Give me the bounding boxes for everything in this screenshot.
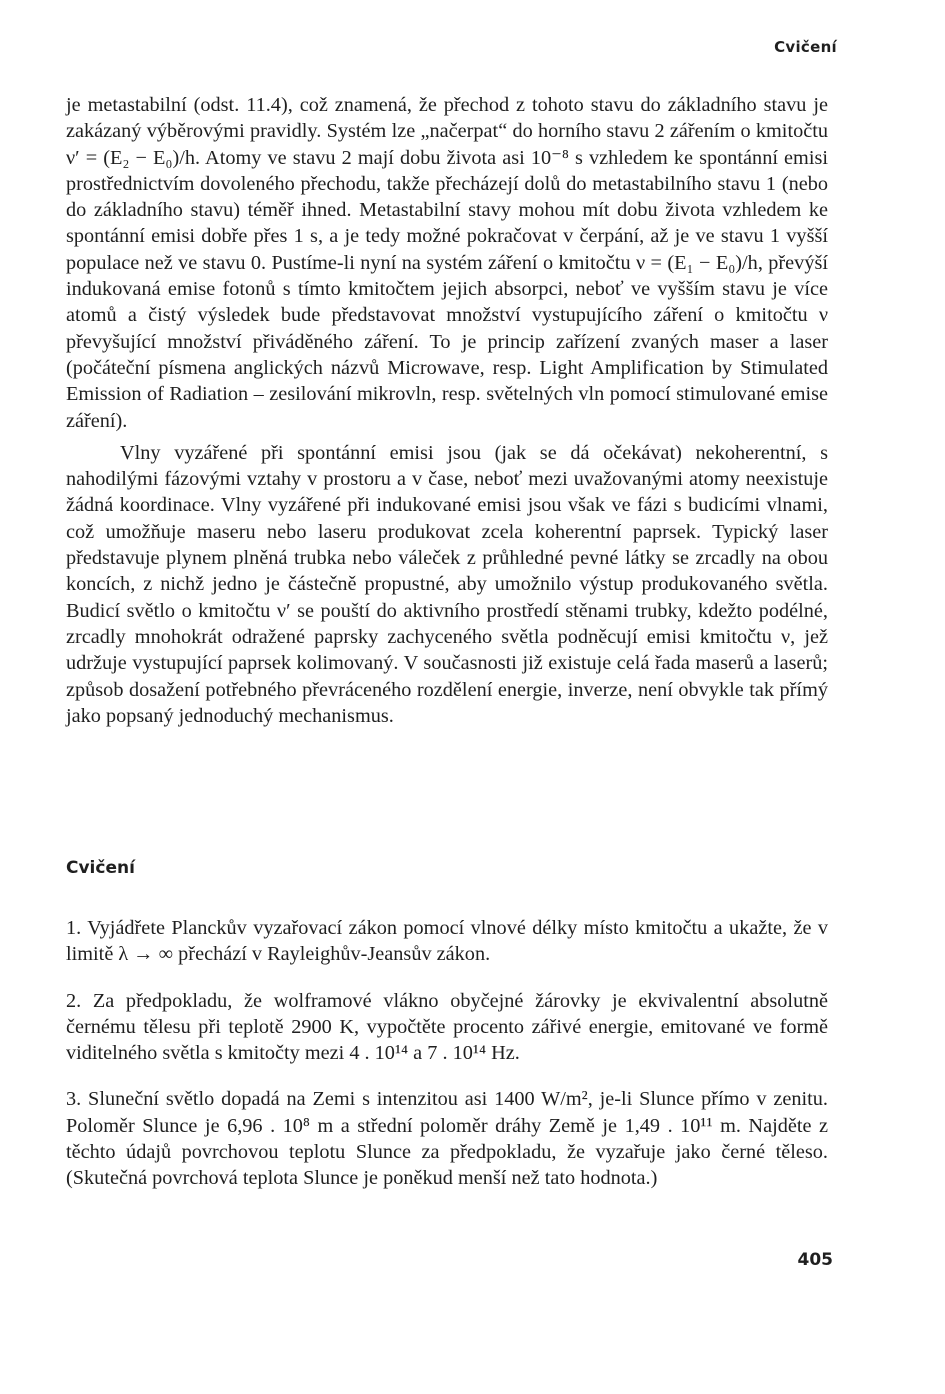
section-heading: Cvičení [66,858,135,878]
exercise-2: 2. Za předpokladu, že wolframové vlákno obyčejné žárovky je ekvivalentní absolutně černému tělesu při teplotě 2900 K, vypočtěte procento zářivé energie, emitované ve formě viditelného světla s kmitočty mezi 4 . 10¹⁴ a 7 . 10¹⁴ Hz. [66,989,828,1065]
exercise-3: 3. Sluneční světlo dopadá na Zemi s intenzitou asi 1400 W/m², je-li Slunce přímo v zenitu. Poloměr Slunce je 6,96 . 10⁸ m a střední poloměr dráhy Země je 1,49 . 10¹¹ m. Najděte z těchto údajů povrchovou teplotu Slunce za předpokladu, že vyzařuje jako černé těleso. (Skutečná povrchová teplota Slunce je poněkud menší než tato hodnota.) [66,1088,828,1190]
running-header: Cvičení [774,38,837,56]
paragraph-1: je metastabilní (odst. 11.4), což znamená, že přechod z tohoto stavu do základního stavu je zakázaný výběrovými pravidly. Systém lze „načerpat“ do horního stavu 2 zářením o kmitočtu ν′ = (E₂ − E₀)/h. Atomy ve stavu 2 mají dobu života asi 10⁻⁸ s vzhledem ke spontánní emisi prostřednictvím dovoleného přechodu, takže přecházejí dolů do metastabilního stavu 1 (nebo do základního stavu) téměř ihned. Metastabilní stavy mohou mít dobu života vzhledem ke spontánní emisi dobře přes 1 s, a je tedy možné pokračovat v čerpání, až je ve stavu 1 vyšší populace než ve stavu 0. Pustíme-li nyní na systém záření o kmitočtu ν = (E₁ − E₀)/h, převýší indukovaná emise fotonů s tímto kmitočtem jejich absorpci, neboť ve vyšším stavu je více atomů a čistý výsledek bude představovat množství vystupujícího záření o kmitočtu ν převyšující množství přiváděného záření. To je princip zařízení zvaných maser a laser (počáteční písmena anglických názvů Microwave, resp. Light Amplification by Stimulated Emission of Radiation – zesilování mikrovln, resp. světelných vln pomocí stimulované emise záření). [66,94,828,432]
paragraph-2: Vlny vyzářené při spontánní emisi jsou (jak se dá očekávat) nekoherentní, s nahodilými fázovými vztahy v prostoru a v čase, neboť mezi uvažovanými atomy neexistuje žádná koordinace. Vlny vyzářené při indukované emisi jsou však ve fázi s budicími vlnami, což umožňuje maseru nebo laseru produkovat zcela koherentní paprsek. Typický laser představuje plynem plněná trubka nebo váleček z průhledné pevné látky se zrcadly na obou koncích, z nichž jedno je částečně propustné, aby umožnilo výstup produkovaného světla. Budicí světlo o kmitočtu ν′ se pouští do aktivního prostředí stěnami trubky, kdežto podélné, zrcadly mnohokrát odražené paprsky zachyceného světla podněcují emisi kmitočtu ν, jež udržuje vystupující paprsek kolimovaný. V současnosti již existuje celá řada maserů a laserů; způsob dosažení potřebného převráceného rozdělení energie, inverze, není obvykle tak přímý jako popsaný jednoduchý mechanismus. [66,441,828,727]
exercise-list [66,915,828,1212]
page-number: 405 [797,1250,833,1270]
exercise-1: 1. Vyjádřete Planckův vyzařovací zákon pomocí vlnové délky místo kmitočtu a ukažte, že v limitě λ → ∞ přechází v Rayleighův-Jeansův zákon. [66,917,828,966]
body-text [66,92,828,729]
